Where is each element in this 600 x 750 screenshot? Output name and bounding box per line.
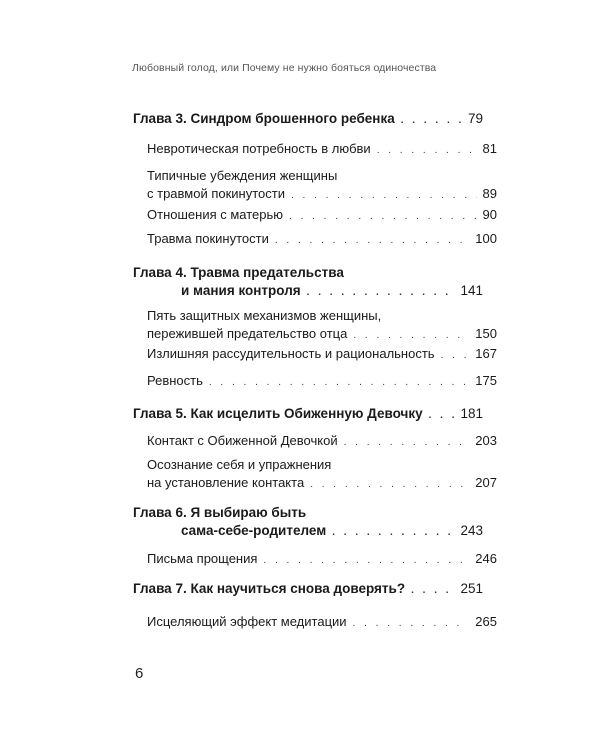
dot-leader [411, 582, 454, 600]
dot-leader [332, 524, 454, 542]
toc-page-number: 265 [475, 614, 497, 629]
page-number: 6 [135, 665, 144, 682]
toc-line: Пять защитных механизмов женщины, [147, 308, 382, 323]
toc-entry-title: с травмой покинутости [147, 186, 285, 201]
toc-section[interactable] [133, 307, 497, 345]
toc-line [147, 432, 497, 452]
toc-line [147, 206, 497, 226]
toc-line [147, 325, 497, 345]
toc-line [147, 613, 497, 633]
dot-leader [441, 347, 470, 365]
toc-section[interactable] [133, 613, 497, 633]
toc-section[interactable] [133, 167, 497, 205]
dot-leader [344, 434, 470, 452]
toc-chapter[interactable] [133, 504, 483, 542]
toc-entry-title: Отношения с матерью [147, 207, 284, 222]
toc-line [133, 282, 483, 302]
toc-page-number: 89 [482, 186, 497, 201]
toc-page-number: 251 [460, 581, 483, 596]
toc-line [147, 550, 497, 570]
toc-line [133, 580, 483, 600]
toc-section[interactable] [133, 550, 497, 570]
toc-line [147, 372, 497, 392]
toc-page-number: 141 [460, 283, 483, 298]
dot-leader [289, 208, 477, 226]
toc-page-number: 81 [482, 141, 497, 156]
dot-leader [353, 327, 469, 345]
toc-section[interactable] [133, 345, 497, 365]
toc-section[interactable] [133, 372, 497, 392]
toc-page-number: 167 [475, 346, 497, 361]
toc-entry-title: сама-себе-родителем [181, 523, 327, 538]
toc-page-number: 246 [475, 551, 497, 566]
toc-entry-title: Невротическая потребность в любви [147, 141, 371, 156]
toc-section[interactable] [133, 432, 497, 452]
toc-entry-title: пережившей предательство отца [147, 326, 348, 341]
dot-leader [291, 187, 477, 205]
toc-entry-title: Глава 3. Синдром брошенного ребенка [133, 111, 395, 126]
toc-section[interactable] [133, 230, 497, 250]
toc-chapter[interactable] [133, 110, 483, 130]
toc-line [133, 405, 483, 425]
toc-entry-title: на установление контакта [147, 475, 305, 490]
toc-chapter[interactable] [133, 405, 483, 425]
dot-leader [310, 476, 469, 494]
dot-leader [429, 407, 455, 425]
toc-line [133, 110, 483, 130]
toc-section[interactable] [133, 140, 497, 160]
toc-line: Глава 6. Я выбираю быть [133, 505, 307, 520]
toc-entry-title: и мания контроля [181, 283, 301, 298]
dot-leader [307, 284, 455, 302]
toc-entry-title: Контакт с Обиженной Девочкой [147, 433, 338, 448]
running-head: Любовный голод, или Почему не нужно бояться одиночества [132, 62, 437, 74]
toc-page-number: 175 [475, 373, 497, 388]
toc-page-number: 100 [475, 231, 497, 246]
toc-line [147, 140, 497, 160]
toc-page-number: 150 [475, 326, 497, 341]
toc-page-number: 207 [475, 475, 497, 490]
toc-entry-title: Письма прощения [147, 551, 258, 566]
toc-line [147, 345, 497, 365]
toc-line: Типичные убеждения женщины [147, 168, 338, 183]
toc-entry-title: Ревность [147, 373, 203, 388]
dot-leader [353, 615, 470, 633]
toc-entry-title: Исцеляющий эффект медитации [147, 614, 347, 629]
toc-line: Глава 4. Травма предательства [133, 265, 344, 280]
toc-chapter[interactable] [133, 580, 483, 600]
dot-leader [263, 552, 469, 570]
toc-line: Осознание себя и упражнения [147, 457, 332, 472]
toc-page-number: 79 [467, 111, 483, 126]
toc-page-number: 203 [475, 433, 497, 448]
toc-section[interactable] [133, 206, 497, 226]
toc-line [147, 474, 497, 494]
toc-page-number: 90 [482, 207, 497, 222]
toc-page-number: 181 [460, 406, 483, 421]
toc-section[interactable] [133, 456, 497, 494]
toc-entry-title: Травма покинутости [147, 231, 269, 246]
dot-leader [401, 112, 462, 130]
toc-page-number: 243 [460, 523, 483, 538]
toc-chapter[interactable] [133, 264, 483, 302]
dot-leader [275, 232, 469, 250]
dot-leader [209, 374, 469, 392]
toc-entry-title: Излишняя рассудительность и рациональность [147, 346, 435, 361]
toc-entry-title: Глава 5. Как исцелить Обиженную Девочку [133, 406, 423, 421]
toc-entry-title: Глава 7. Как научиться снова доверять? [133, 581, 406, 596]
toc-line [147, 185, 497, 205]
toc-line [147, 230, 497, 250]
toc-line [133, 522, 483, 542]
dot-leader [377, 142, 477, 160]
